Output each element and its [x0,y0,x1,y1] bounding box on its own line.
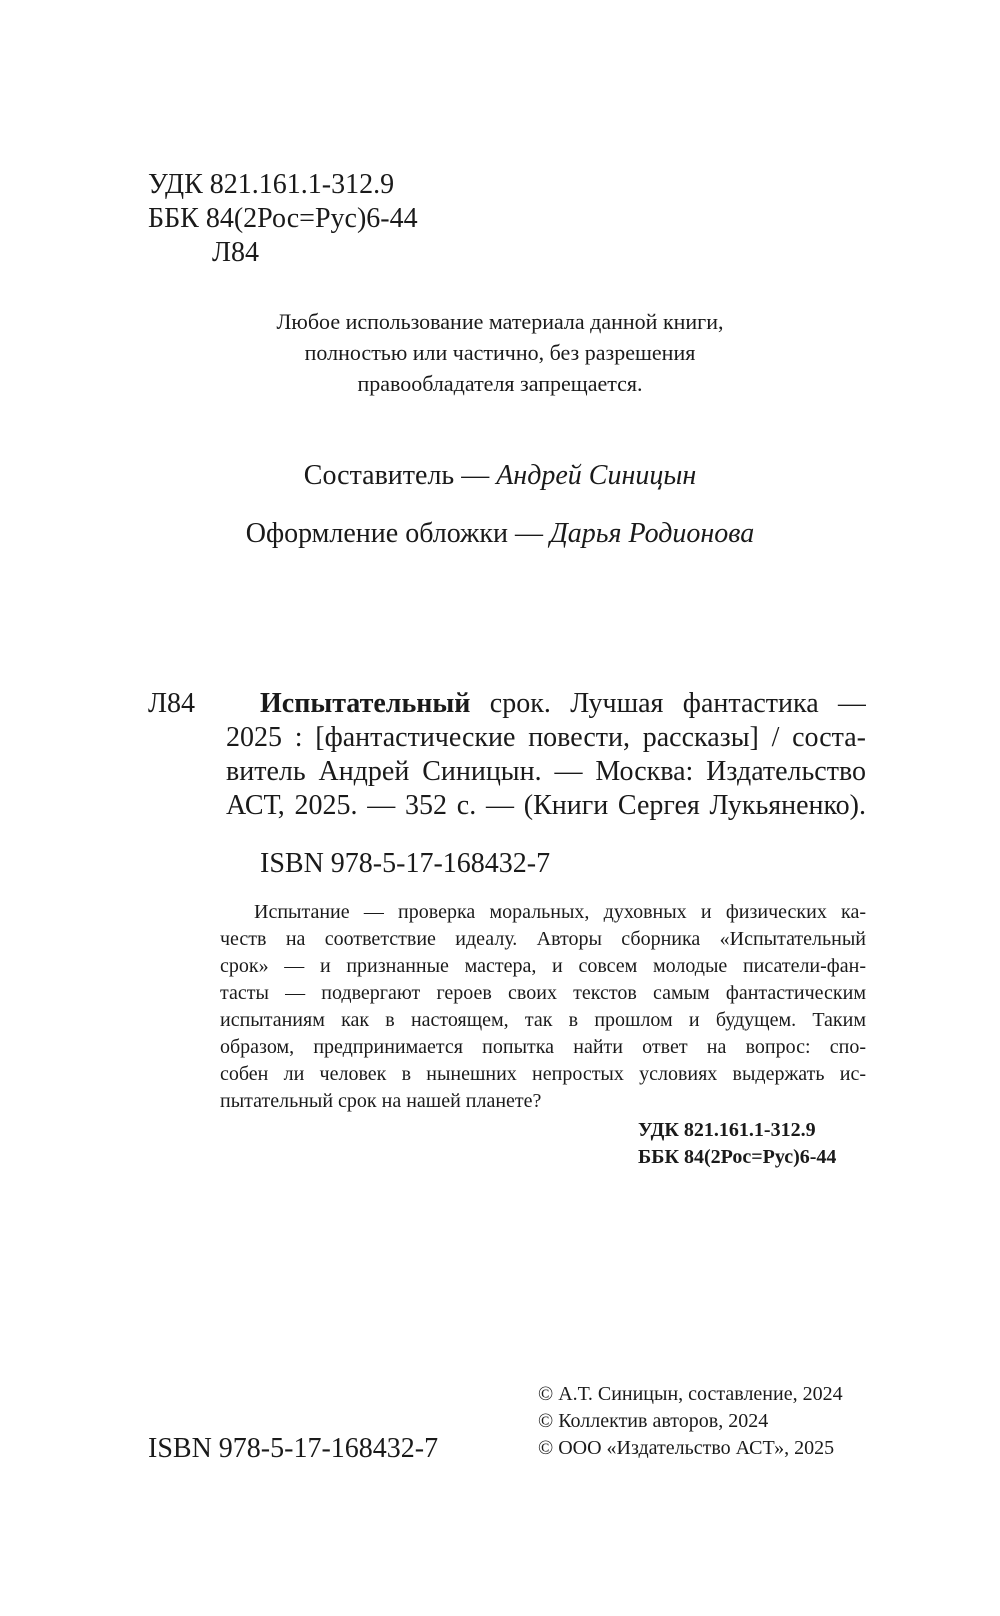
description-line: пытательный срок на нашей планете? [220,1090,542,1112]
description-udk: УДК 821.161.1-312.9 [638,1119,816,1141]
cover-name: Дарья Родионова [549,518,755,549]
top-author-mark: Л84 [212,237,259,268]
cover-role: Оформление обложки — [245,518,550,549]
description-line: Испытание — проверка моральных, духовных и физических ка- [254,901,866,923]
catalog-line-2: 2025 : [фантастические повести, рассказы] / соста- [226,722,866,753]
cover-credit [0,517,1000,551]
compiler-role: Составитель — [303,460,497,491]
usage-notice [150,306,850,399]
bottom-isbn: ISBN 978-5-17-168432-7 [148,1433,439,1464]
catalog-line-4: АСТ, 2025. — 352 с. — (Книги Сергея Лукьяненко). [226,790,866,821]
description-bbk: ББК 84(2Рос=Рус)6-44 [638,1146,837,1168]
copyright-line: © Коллектив авторов, 2024 [538,1410,769,1432]
compiler-credit [0,459,1000,493]
description [220,899,866,1115]
copyright-line: © А.Т. Синицын, составление, 2024 [538,1383,843,1405]
catalog-title: Испытательный [260,688,471,719]
description-line: собен ли человек в нынешних непростых условиях выдержать ис- [220,1063,866,1085]
catalog-author-mark: Л84 [148,688,195,719]
catalog-isbn: ISBN 978-5-17-168432-7 [260,848,551,879]
notice-line: правообладателя запрещается. [357,371,643,396]
description-classification [638,1117,836,1171]
description-line: тасты — подвергают героев своих текстов самым фантастическим [220,982,866,1004]
description-line: срок» — и признанные мастера, и совсем молодые писатели-фан- [220,955,866,977]
description-line: честв на соответствие идеалу. Авторы сборника «Испытательный [220,928,866,950]
catalog-title-rest: срок. Лучшая фантастика — [489,688,866,719]
description-line: образом, предпринимается попытка найти ответ на вопрос: спо- [220,1036,866,1058]
catalog-line-3: витель Андрей Синицын. — Москва: Издательство [226,756,866,787]
copyright-block [538,1381,843,1462]
catalog-record [226,687,866,823]
description-line: испытаниям как в настоящем, так в прошлом и будущем. Таким [220,1009,866,1031]
copyright-line: © ООО «Издательство АСТ», 2025 [538,1437,835,1459]
top-bbk: ББК 84(2Рос=Рус)6-44 [148,203,418,234]
notice-line: Любое использование материала данной книги, [276,309,724,334]
top-udk: УДК 821.161.1-312.9 [148,169,395,200]
top-classification [148,168,418,270]
notice-line: полностью или частично, без разрешения [304,340,696,365]
compiler-name: Андрей Синицын [496,460,697,491]
catalog-line-1 [226,687,866,721]
